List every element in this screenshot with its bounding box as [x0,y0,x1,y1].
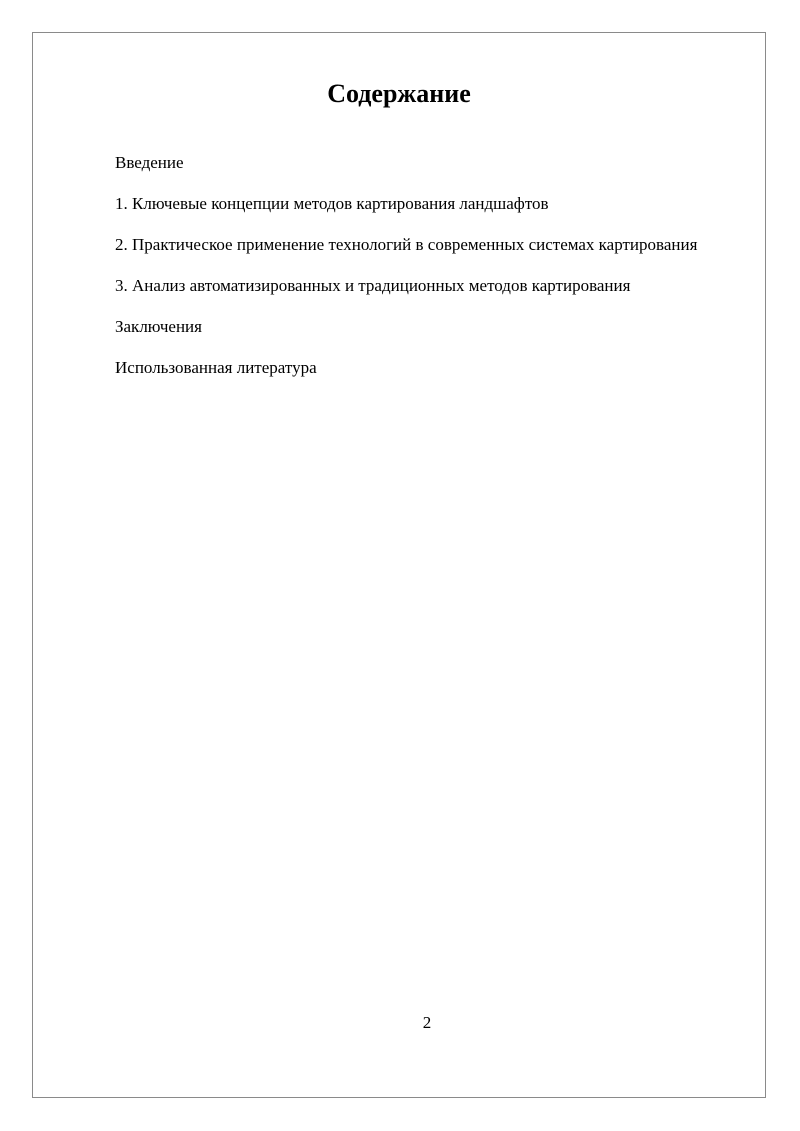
toc-item-introduction: Введение [115,153,184,172]
toc-item-conclusions: Заключения [115,317,202,336]
page-title: Содержание [327,79,471,108]
document-page [32,32,766,1098]
table-of-contents [115,148,743,394]
page-number: 2 [422,1013,432,1032]
toc-item-references: Использованная литература [115,358,317,377]
toc-item-chapter-1: 1. Ключевые концепции методов картирования ландшафтов [115,194,549,213]
toc-item-chapter-3: 3. Анализ автоматизированных и традиционных методов картирования [115,276,631,295]
toc-item-chapter-2: 2. Практическое применение технологий в современных системах картирования [115,235,698,254]
